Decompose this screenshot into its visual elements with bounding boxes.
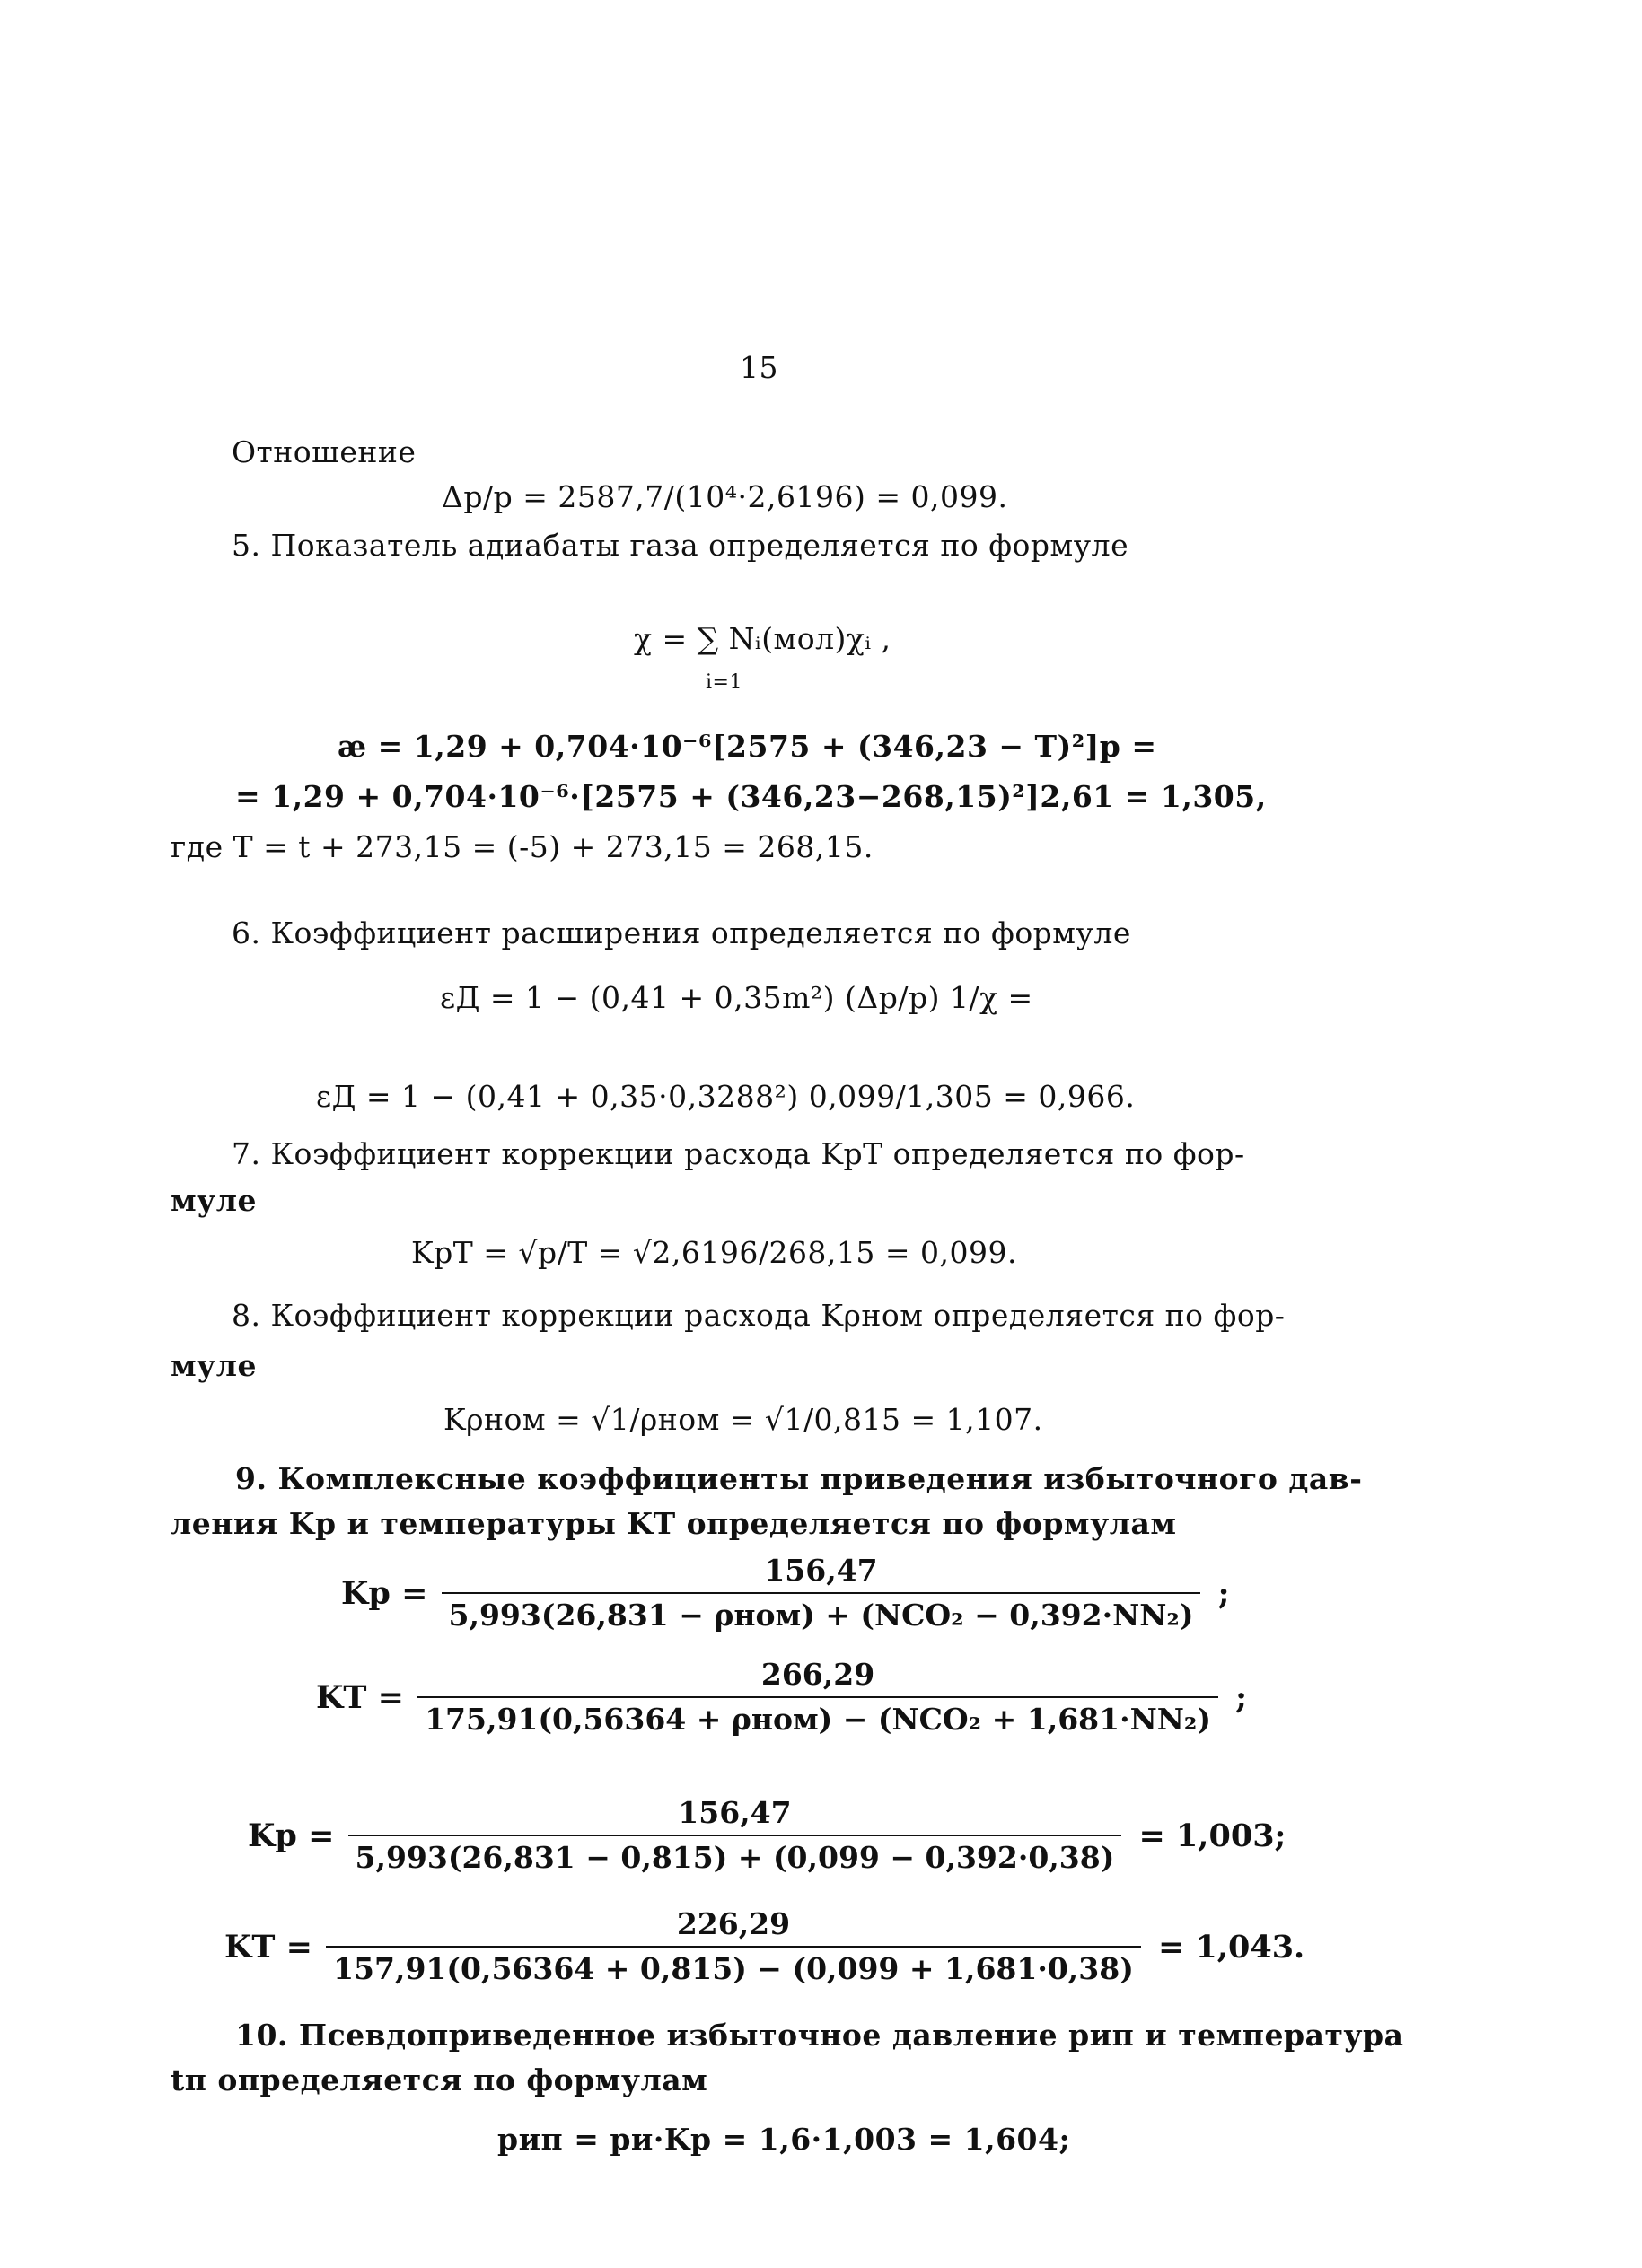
kt-general-denominator: 175,91(0,56364 + ρном) − (NCO₂ + 1,681·NN₂) xyxy=(425,1702,1211,1737)
kp-value-lhs: Kp = xyxy=(248,1817,335,1854)
kt-value-rhs: = 1,043. xyxy=(1157,1928,1305,1966)
otnoshenie-label: Отношение xyxy=(232,434,417,469)
kp-general-fraction xyxy=(442,1549,1201,1637)
section-5-heading: 5. Показатель адиабаты газа определяется по формуле xyxy=(232,528,1129,563)
kp-value-denominator: 5,993(26,831 − 0,815) + (0,099 − 0,392·0,38) xyxy=(355,1840,1115,1875)
expansion-formula: εД = 1 − (0,41 + 0,35m²) (Δp/p) 1/χ = xyxy=(440,980,1033,1015)
section-6-heading: 6. Коэффициент расширения определяется по формуле xyxy=(232,915,1131,950)
pip-formula: pип = pи·Kp = 1,6·1,003 = 1,604; xyxy=(497,2122,1071,2157)
section-9-line-1: 9. Комплексные коэффициенты приведения избыточного дав- xyxy=(235,1461,1363,1496)
adiabatic-formula-line-1: æ = 1,29 + 0,704·10⁻⁶[2575 + (346,23 − T)²]p = xyxy=(338,729,1157,764)
page-number: 15 xyxy=(740,350,778,385)
kp-general-denominator: 5,993(26,831 − ρном) + (NCO₂ − 0,392·NN₂) xyxy=(448,1598,1194,1633)
kpt-formula: KpT = √p/T = √2,6196/268,15 = 0,099. xyxy=(411,1235,1018,1270)
kt-general-numerator: 266,29 xyxy=(417,1653,1218,1698)
krho-formula: Kρном = √1/ρном = √1/0,815 = 1,107. xyxy=(443,1402,1043,1437)
kp-value-numerator: 156,47 xyxy=(348,1791,1122,1836)
section-10-line-2: tп определяется по формулам xyxy=(171,2062,708,2097)
kt-general-rhs: ; xyxy=(1235,1678,1247,1716)
kp-value-rhs: = 1,003; xyxy=(1138,1817,1286,1854)
kp-general-numerator: 156,47 xyxy=(442,1549,1201,1594)
kt-value-numerator: 226,29 xyxy=(326,1903,1141,1948)
kp-general-lhs: Kp = xyxy=(341,1574,428,1612)
adiabatic-sum-formula: χ = ∑ Nᵢ(мол)χᵢ , xyxy=(634,621,891,656)
kt-general-fraction xyxy=(417,1653,1218,1741)
kp-general-rhs: ; xyxy=(1217,1574,1230,1612)
kt-value-fraction xyxy=(326,1903,1141,1991)
section-7-line-1: 7. Коэффициент коррекции расхода KpT определяется по фор- xyxy=(232,1136,1245,1171)
kt-value-lhs: KT = xyxy=(224,1928,312,1966)
kt-value-denominator: 157,91(0,56364 + 0,815) − (0,099 + 1,681·0,38) xyxy=(333,1951,1134,1986)
expansion-result: εД = 1 − (0,41 + 0,35·0,3288²) 0,099/1,305 = 0,966. xyxy=(316,1079,1136,1114)
adiabatic-formula-line-2: = 1,29 + 0,704·10⁻⁶·[2575 + (346,23−268,15)²]2,61 = 1,305, xyxy=(235,779,1267,814)
adiabatic-sum-index: i=1 xyxy=(706,671,742,694)
kp-value-formula xyxy=(248,1791,1286,1879)
section-9-line-2: ления Kp и температуры KT определяется по формулам xyxy=(171,1506,1177,1541)
section-10-line-1: 10. Псевдоприведенное избыточное давление pип и температура xyxy=(235,2018,1404,2053)
temperature-calc-line: где T = t + 273,15 = (-5) + 273,15 = 268,15. xyxy=(171,829,874,864)
kp-value-fraction xyxy=(348,1791,1122,1879)
kt-general-formula xyxy=(316,1653,1247,1741)
section-7-line-2: муле xyxy=(171,1183,258,1218)
section-8-line-1: 8. Коэффициент коррекции расхода Kρном определяется по фор- xyxy=(232,1298,1286,1333)
ratio-formula: Δp/p = 2587,7/(10⁴·2,6196) = 0,099. xyxy=(442,479,1008,514)
section-8-line-2: муле xyxy=(171,1348,258,1383)
kt-value-formula xyxy=(224,1903,1304,1991)
kt-general-lhs: KT = xyxy=(316,1678,404,1716)
kp-general-formula xyxy=(341,1549,1230,1637)
